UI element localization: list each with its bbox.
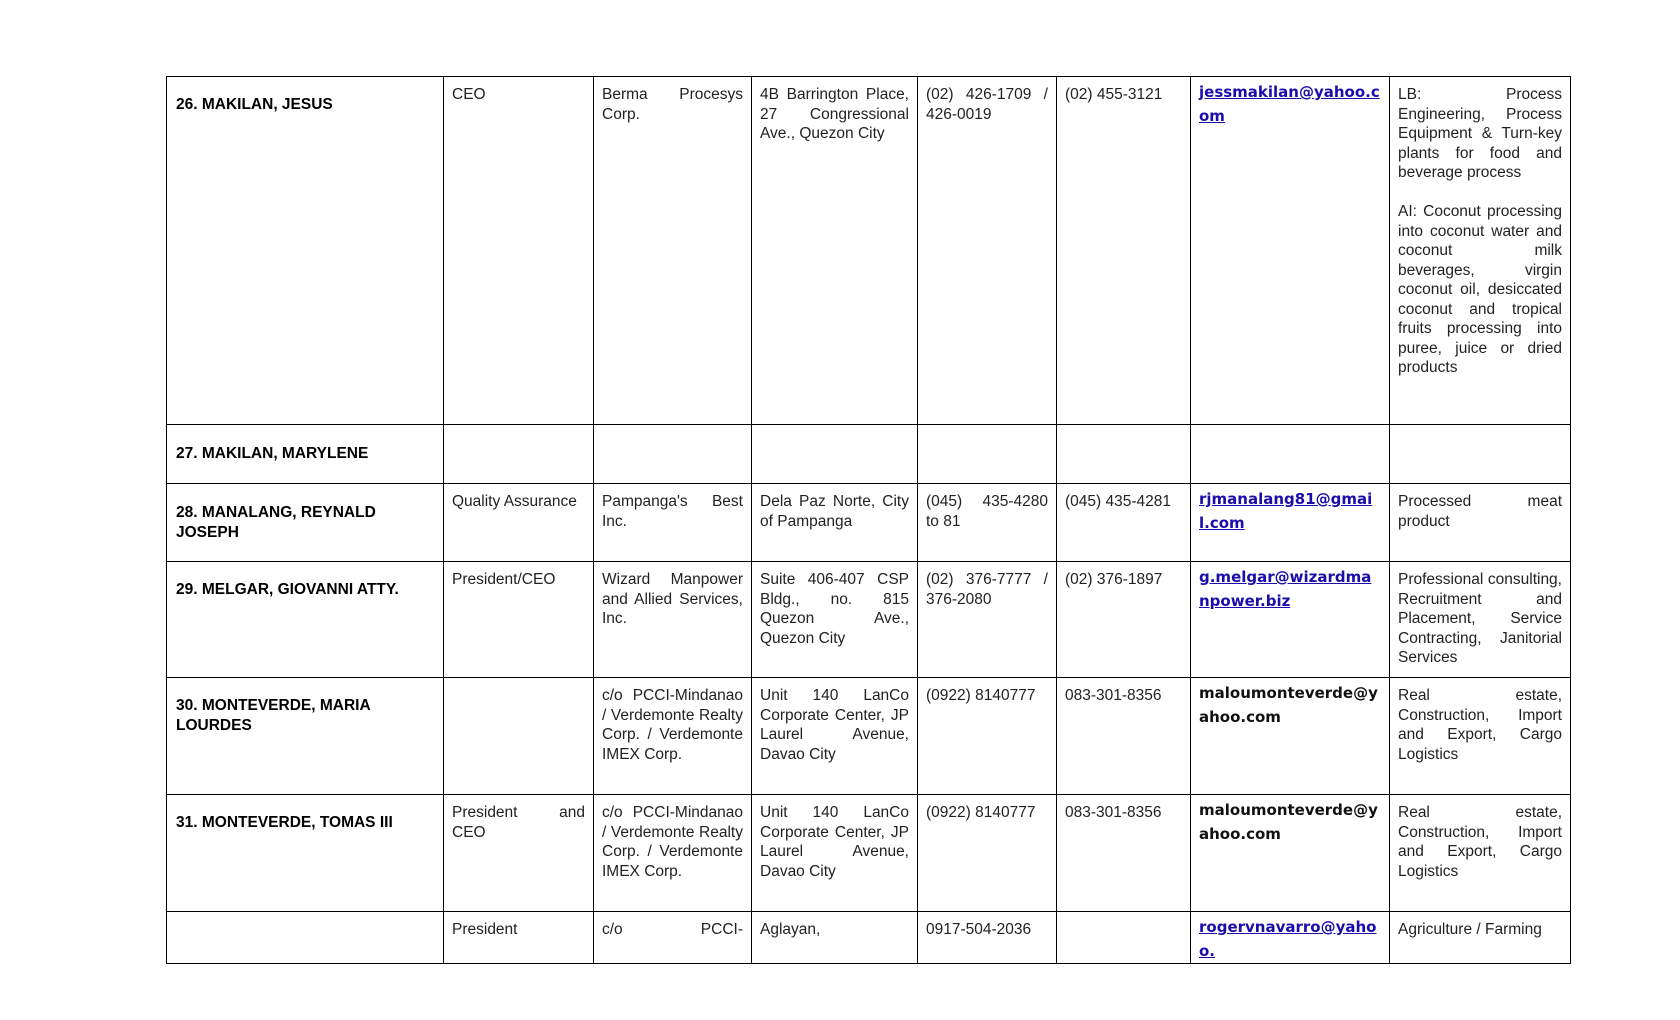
member-position: President/CEO <box>444 562 594 678</box>
table-row <box>167 795 1571 912</box>
table-row <box>167 425 1571 484</box>
member-name: 31. MONTEVERDE, TOMAS III <box>167 795 444 912</box>
member-address: Suite 406-407 CSP Bldg., no. 815 Quezon Ave., Quezon City <box>752 562 918 678</box>
member-company: c/o PCCI-Mindanao / Verdemonte Realty Corp. / Verdemonte IMEX Corp. <box>594 678 752 795</box>
member-business: Professional consulting, Recruitment and Placement, Service Contracting, Janitorial Services <box>1390 562 1571 678</box>
member-address: 4B Barrington Place, 27 Congressional Ave., Quezon City <box>752 77 918 425</box>
member-company <box>594 425 752 484</box>
member-company: c/o PCCI-Mindanao / Verdemonte Realty Corp. / Verdemonte IMEX Corp. <box>594 795 752 912</box>
member-telephone: 0917-504-2036 <box>918 912 1057 964</box>
member-address <box>752 425 918 484</box>
member-fax: (02) 376-1897 <box>1057 562 1191 678</box>
member-company: Wizard Manpower and Allied Services, Inc. <box>594 562 752 678</box>
member-email <box>1191 562 1390 678</box>
table-row <box>167 77 1571 425</box>
table-row <box>167 562 1571 678</box>
member-address: Unit 140 LanCo Corporate Center, JP Laurel Avenue, Davao City <box>752 678 918 795</box>
member-address: Unit 140 LanCo Corporate Center, JP Laurel Avenue, Davao City <box>752 795 918 912</box>
member-fax: 083-301-8356 <box>1057 795 1191 912</box>
member-directory-table <box>166 76 1571 964</box>
member-position: Quality Assurance <box>444 484 594 562</box>
member-telephone: (045) 435-4280 to 81 <box>918 484 1057 562</box>
member-fax <box>1057 912 1191 964</box>
member-name: 29. MELGAR, GIOVANNI ATTY. <box>167 562 444 678</box>
member-position: President <box>444 912 594 964</box>
email-link[interactable]: jessmakilan@yahoo.com <box>1199 83 1380 125</box>
directory-page <box>166 76 1570 964</box>
member-email <box>1191 425 1390 484</box>
member-business: Real estate, Construction, Import and Export, Cargo Logistics <box>1390 795 1571 912</box>
member-email <box>1191 678 1390 795</box>
member-telephone: (0922) 8140777 <box>918 678 1057 795</box>
member-telephone: (0922) 8140777 <box>918 795 1057 912</box>
email-text: maloumonteverde@yahoo.com <box>1199 684 1378 726</box>
member-fax: 083-301-8356 <box>1057 678 1191 795</box>
member-fax <box>1057 425 1191 484</box>
member-address: Aglayan, <box>752 912 918 964</box>
member-fax: (02) 455-3121 <box>1057 77 1191 425</box>
member-telephone <box>918 425 1057 484</box>
member-business <box>1390 425 1571 484</box>
member-email <box>1191 77 1390 425</box>
member-email <box>1191 484 1390 562</box>
member-telephone: (02) 376-7777 / 376-2080 <box>918 562 1057 678</box>
table-row <box>167 484 1571 562</box>
email-text: maloumonteverde@yahoo.com <box>1199 801 1378 843</box>
email-link[interactable]: rogervnavarro@yahoo. <box>1199 918 1377 960</box>
member-business: Processed meat product <box>1390 484 1571 562</box>
business-ai: AI: Coconut processing into coconut water and coconut milk beverages, virgin coconut oil, desiccated coconut and tropical fruits processing into puree, juice or dried products <box>1398 203 1562 376</box>
member-position <box>444 678 594 795</box>
member-position <box>444 425 594 484</box>
member-name: 30. MONTEVERDE, MARIA LOURDES <box>167 678 444 795</box>
member-business: Agriculture / Farming <box>1390 912 1571 964</box>
member-email <box>1191 795 1390 912</box>
member-address: Dela Paz Norte, City of Pampanga <box>752 484 918 562</box>
member-email <box>1191 912 1390 964</box>
member-business <box>1390 77 1571 425</box>
business-lb: LB: Process Engineering, Process Equipment & Turn-key plants for food and beverage process <box>1398 86 1562 181</box>
member-company: Berma Procesys Corp. <box>594 77 752 425</box>
member-name: 28. MANALANG, REYNALD JOSEPH <box>167 484 444 562</box>
member-fax: (045) 435-4281 <box>1057 484 1191 562</box>
member-position: CEO <box>444 77 594 425</box>
member-position: President and CEO <box>444 795 594 912</box>
member-name <box>167 912 444 964</box>
member-telephone: (02) 426-1709 / 426-0019 <box>918 77 1057 425</box>
table-row <box>167 678 1571 795</box>
email-link[interactable]: rjmanalang81@gmail.com <box>1199 490 1373 532</box>
member-company: Pampanga's Best Inc. <box>594 484 752 562</box>
member-name: 26. MAKILAN, JESUS <box>167 77 444 425</box>
table-row <box>167 912 1571 964</box>
email-link[interactable]: g.melgar@wizardmanpower.biz <box>1199 568 1372 610</box>
member-company: c/o PCCI- <box>594 912 752 964</box>
member-business: Real estate, Construction, Import and Export, Cargo Logistics <box>1390 678 1571 795</box>
member-name: 27. MAKILAN, MARYLENE <box>167 425 444 484</box>
